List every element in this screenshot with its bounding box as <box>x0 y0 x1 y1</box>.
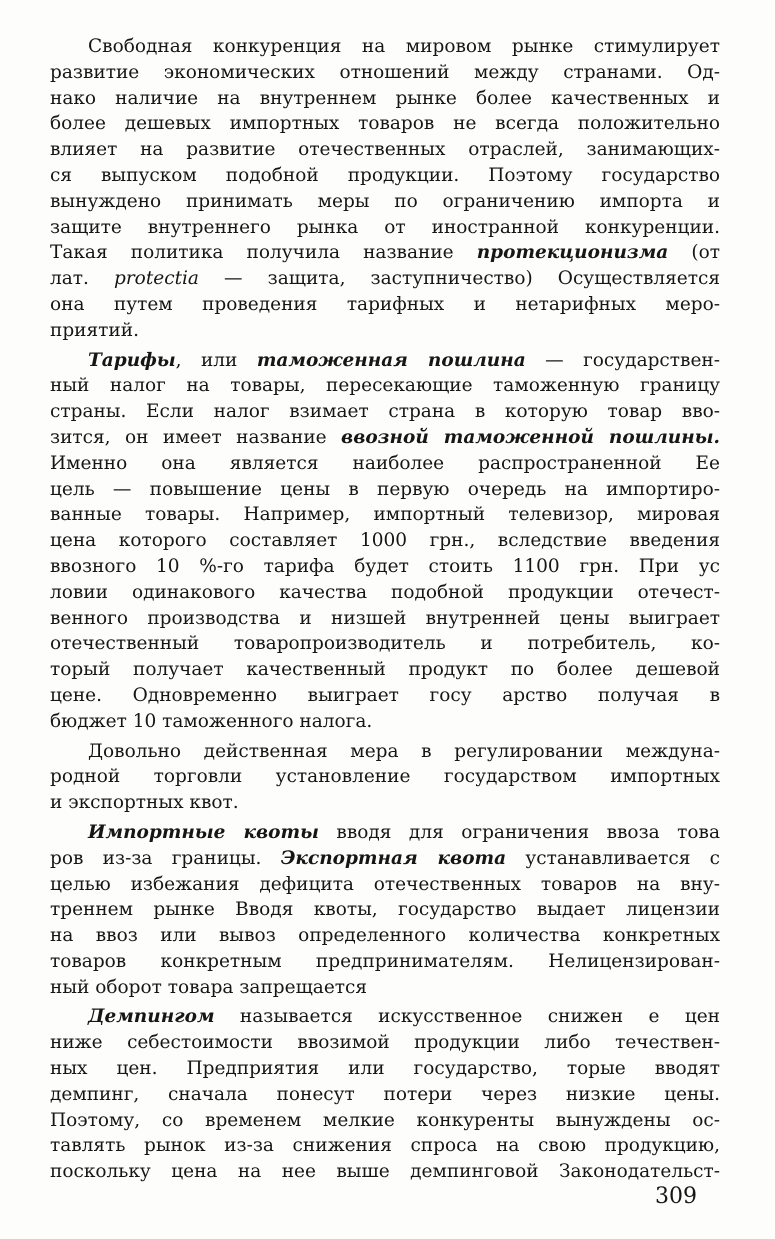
text-run: на ввоз или вывоз определенного количества конкретных <box>50 925 720 947</box>
text-run: демпинг, сначала понесут потери через низкие цены. <box>50 1083 720 1105</box>
text-line <box>50 111 720 137</box>
text-line <box>50 348 720 374</box>
text-run: поскольку цена на нее выше демпинговой Законодательст- <box>50 1161 720 1183</box>
text-line <box>50 266 720 292</box>
text-run: целью избежания дефицита отечественных товаров на вну- <box>50 873 720 895</box>
text-line <box>50 292 720 318</box>
emphasized-term: Демпингом <box>88 1006 215 1028</box>
text-run: она путем проведения тарифных и нетарифных меро- <box>50 293 720 315</box>
text-line <box>50 820 720 846</box>
text-line <box>50 975 720 1001</box>
text-line <box>50 790 720 816</box>
text-run: бюджет 10 таможенного налога. <box>50 710 373 732</box>
text-line <box>50 137 720 163</box>
text-line <box>50 318 720 344</box>
text-line <box>50 580 720 606</box>
text-line <box>50 1133 720 1159</box>
text-run: ввозного 10 %-го тарифа будет стоить 1100 грн. При ус <box>50 555 720 577</box>
text-line <box>50 34 720 60</box>
text-run: развитие экономических отношений между странами. Од- <box>50 61 720 83</box>
text-run: цель — повышение цены в первую очередь на импортиро- <box>50 478 720 500</box>
text-run: более дешевых импортных товаров не всегда положительно <box>50 113 720 135</box>
text-line <box>50 683 720 709</box>
text-run: Поэтому, со временем мелкие конкуренты вынуждены ос- <box>50 1109 720 1131</box>
text-run: тавлять рынок из-за снижения спроса на свою продукцию, <box>50 1135 720 1157</box>
text-line <box>50 1082 720 1108</box>
text-line <box>50 897 720 923</box>
text-run: вводя для ограничения ввоза това <box>318 821 720 843</box>
text-line <box>50 451 720 477</box>
text-run: ванные товары. Например, импортный телевизор, мировая <box>50 504 720 526</box>
text-line <box>50 373 720 399</box>
text-run: лат. <box>50 268 114 290</box>
text-run: влияет на развитие отечественных отраслей, занимающих- <box>50 139 720 161</box>
text-line <box>50 872 720 898</box>
text-line <box>50 163 720 189</box>
text-line <box>50 240 720 266</box>
text-line <box>50 739 720 765</box>
text-line <box>50 657 720 683</box>
text-run: приятий. <box>50 319 139 341</box>
emphasized-term: Тарифы <box>88 349 176 371</box>
text-line <box>50 923 720 949</box>
text-line <box>50 846 720 872</box>
text-line <box>50 606 720 632</box>
text-run: венного производства и низшей внутренней цены выиграет <box>50 607 720 629</box>
text-run: торый получает качественный продукт по более дешевой <box>50 659 720 681</box>
text-run: вынуждено принимать меры по ограничению импорта и <box>50 190 720 212</box>
text-run: ров из-за границы. <box>50 847 281 869</box>
text-run: , или <box>175 349 257 371</box>
text-run: ный оборот товара запрещается <box>50 976 368 998</box>
emphasized-term: таможенная пошлина <box>256 349 526 371</box>
text-run: цене. Одновременно выиграет госу арство получая в <box>50 684 720 706</box>
page-number: 309 <box>655 1184 697 1209</box>
text-line <box>50 709 720 735</box>
paragraph <box>50 34 720 344</box>
text-line <box>50 1056 720 1082</box>
text-run: и экспортных квот. <box>50 792 239 814</box>
text-line <box>50 399 720 425</box>
text-line <box>50 1108 720 1134</box>
text-run: ся выпуском подобной продукции. Поэтому государство <box>50 164 720 186</box>
text-line <box>50 631 720 657</box>
text-run: треннем рынке Вводя квоты, государство выдает лицензии <box>50 899 720 921</box>
text-run: Именно она является наиболее распространенной Ее <box>50 452 720 474</box>
text-line <box>50 86 720 112</box>
text-line <box>50 425 720 451</box>
emphasized-term: ввозной таможенной пошлины. <box>341 426 720 448</box>
paragraph <box>50 348 720 735</box>
text-line <box>50 1030 720 1056</box>
emphasized-term: Импортные квоты <box>88 821 319 843</box>
paragraph <box>50 739 720 816</box>
text-run: зится, он имеет название <box>50 426 342 448</box>
text-line <box>50 215 720 241</box>
text-line <box>50 949 720 975</box>
text-run: Такая политика получила название <box>50 242 477 264</box>
text-run: — защита, заступничество) Осуществляется <box>198 268 720 290</box>
text-line <box>50 1159 720 1185</box>
text-run: ный налог на товары, пересекающие таможенную границу <box>50 375 720 397</box>
text-line <box>50 554 720 580</box>
text-run: защите внутреннего рынка от иностранной конкуренции. <box>50 216 720 238</box>
text-line <box>50 60 720 86</box>
text-run: устанавливается с <box>506 847 720 869</box>
text-line <box>50 1004 720 1030</box>
text-run: ных цен. Предприятия или государство, торые вводят <box>50 1058 720 1080</box>
text-line <box>50 764 720 790</box>
emphasized-term: протекционизма <box>476 242 669 264</box>
text-run: товаров конкретным предпринимателям. Нелицензирован- <box>50 950 720 972</box>
paragraph <box>50 1004 720 1185</box>
text-line <box>50 477 720 503</box>
text-run: родной торговли установление государством импортных <box>50 766 720 788</box>
body-text <box>50 34 720 1185</box>
text-line <box>50 528 720 554</box>
emphasized-term: Экспортная квота <box>280 847 507 869</box>
text-run: нако наличие на внутреннем рынке более качественных и <box>50 87 720 109</box>
text-run: отечественный товаропроизводитель и потребитель, ко- <box>50 633 720 655</box>
text-run: ловии одинакового качества подобной продукции отечест- <box>50 581 720 603</box>
paragraph <box>50 820 720 1001</box>
text-run: (от <box>668 242 720 264</box>
text-run: ниже себестоимости ввозимой продукции либо течествен- <box>50 1032 720 1054</box>
text-line <box>50 189 720 215</box>
text-line <box>50 502 720 528</box>
text-run: Довольно действенная мера в регулировании междуна- <box>88 740 720 762</box>
text-run: страны. Если налог взимает страна в которую товар вво- <box>50 401 720 423</box>
text-run: называется искусственное снижен е цен <box>214 1006 720 1028</box>
text-run: Свободная конкуренция на мировом рынке стимулирует <box>88 36 720 57</box>
text-run: цена которого составляет 1000 грн., вследствие введения <box>50 530 720 552</box>
text-run: — государствен- <box>525 349 720 371</box>
emphasized-term: protectia <box>114 268 199 290</box>
